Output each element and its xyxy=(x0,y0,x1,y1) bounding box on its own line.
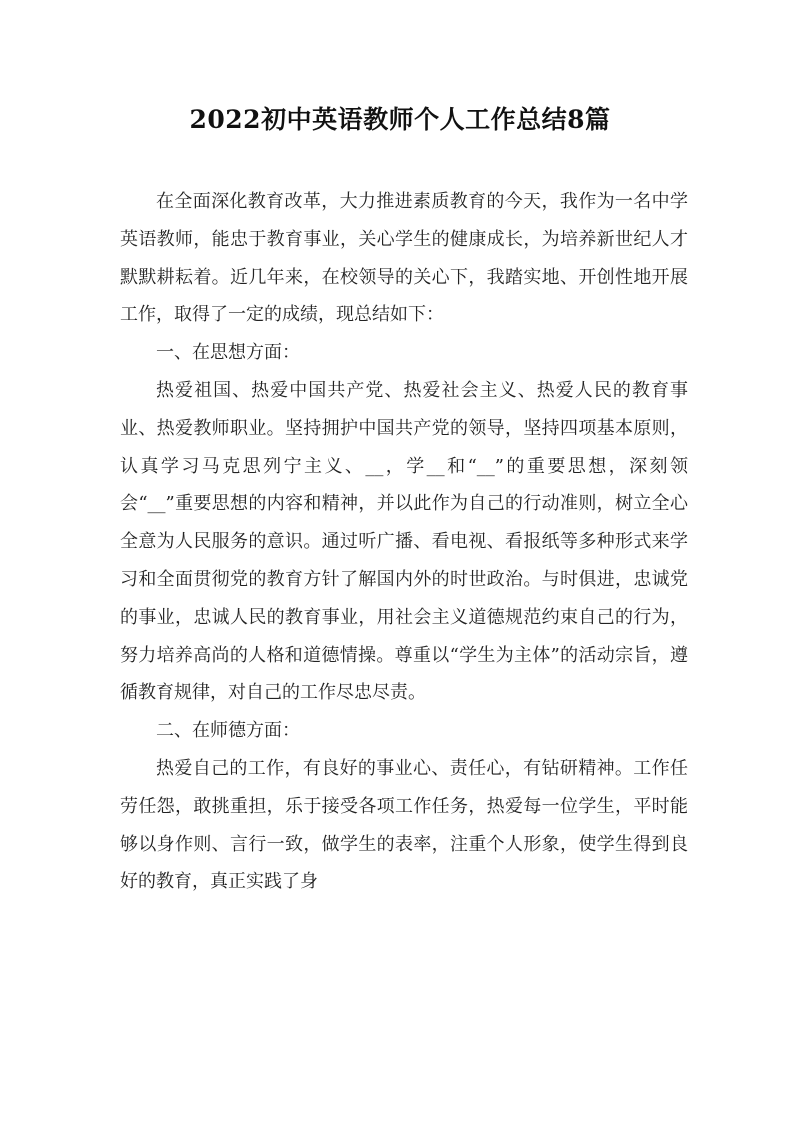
section-heading-ethics: 二、在师德方面： xyxy=(156,720,300,742)
section-heading-thought: 一、在思想方面： xyxy=(156,342,300,364)
document-body xyxy=(120,183,688,901)
intro-paragraph: 在全面深化教育改革，大力推进素质教育的今天，我作为一名中学英语教师，能忠于教育事业，关心学生的健康成长，为培养新世纪人才默默耕耘着。近几年来，在校领导的关心下，我踏实地、开创性地开展工作，取得了一定的成绩，现总结如下： xyxy=(120,191,688,326)
document-title: 2022初中英语教师个人工作总结8篇 xyxy=(189,105,611,134)
ethics-paragraph: 热爱自己的工作，有良好的事业心、责任心，有钻研精神。工作任劳任怨，敢挑重担，乐于接受各项工作任务，热爱每一位学生，平时能够以身作则、言行一致，做学生的表率，注重个人形象，使学生得到良好的教育，真正实践了身 xyxy=(120,757,688,893)
thought-paragraph: 热爱祖国、热爱中国共产党、热爱社会主义、热爱人民的教育事业、热爱教师职业。坚持拥护中国共产党的领导，坚持四项基本原则，认真学习马克思列宁主义、__，学__和“__”的重要思想，深刻领会“__”重要思想的内容和精神，并以此作为自己的行动准则，树立全心全意为人民服务的意识。通过听广播、看电视、看报纸等多种形式来学习和全面贯彻党的教育方针了解国内外的时世政治。与时俱进，忠诚党的事业，忠诚人民的教育事业，用社会主义道德规范约束自己的行为，努力培养高尚的人格和道德情操。尊重以“学生为主体”的活动宗旨，遵循教育规律，对自己的工作尽忠尽责。 xyxy=(120,379,688,704)
